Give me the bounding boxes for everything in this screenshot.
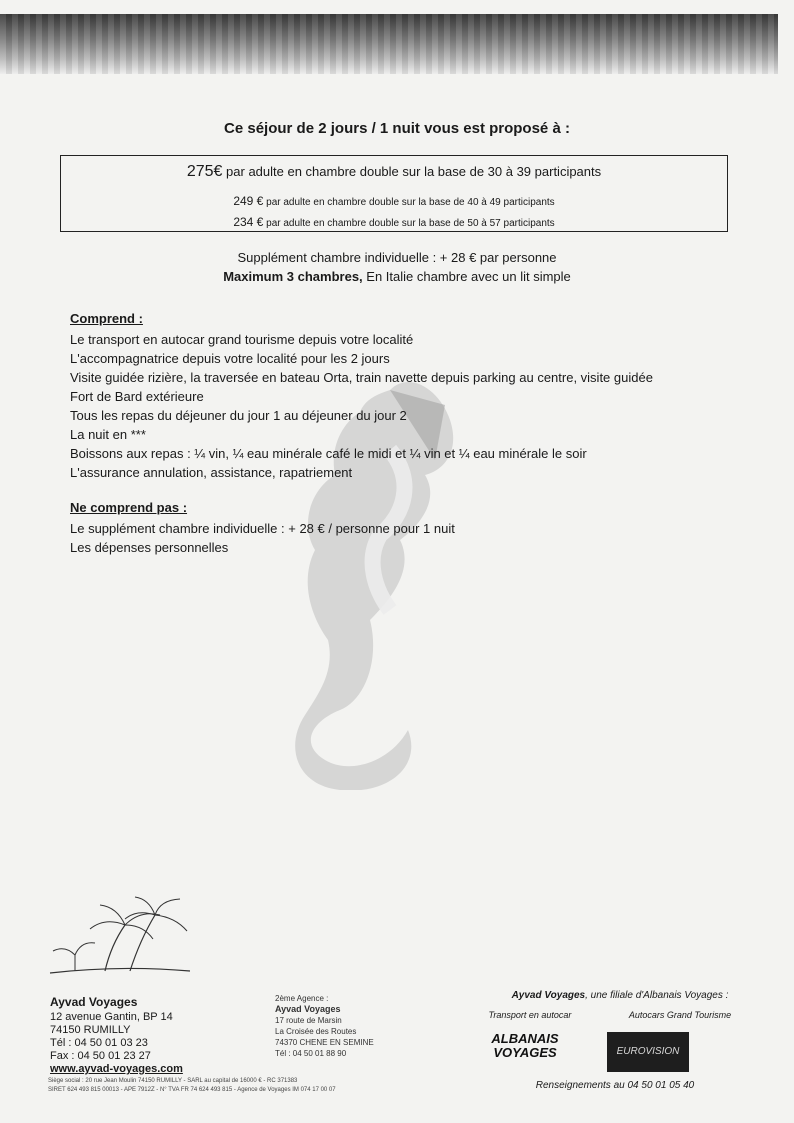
- albanais-voyages-logo: ALBANAIS VOYAGES: [491, 1031, 559, 1060]
- price-amount: 234 €: [233, 215, 264, 229]
- legal-line: SIRET 624 493 815 00013 - APE 7912Z - N° TVA FR 74 624 493 815 - Agence de Voyages IM 074 17 00 07: [48, 1087, 336, 1093]
- list-item: Le supplément chambre individuelle : + 28 € / personne pour 1 nuit: [70, 521, 455, 536]
- subsidiary-block: [455, 990, 775, 1091]
- list-item: L'assurance annulation, assistance, rapatriement: [70, 465, 353, 480]
- website-link[interactable]: www.ayvad-voyages.com: [50, 1063, 183, 1075]
- list-item: Visite guidée rizière, la traversée en bateau Orta, train navette depuis parking au centre, visite guidée: [70, 370, 653, 385]
- subsidiary-note: [465, 990, 775, 1001]
- list-item: Boissons aux repas : ¼ vin, ¼ eau minérale café le midi et ¼ vin et ¼ eau minérale le soir: [70, 446, 587, 461]
- list-item: Les dépenses personnelles: [70, 540, 229, 555]
- max-rooms-bold: Maximum 3 chambres,: [223, 269, 363, 284]
- company-name: Ayvad Voyages: [50, 995, 138, 1009]
- address-line: 74150 RUMILLY: [50, 1024, 131, 1036]
- legal-line: Siège social : 20 rue Jean Moulin 74150 RUMILLY - SARL au capital de 16000 € - RC 371383: [48, 1078, 298, 1084]
- agency-line: 17 route de Marsin: [275, 1016, 342, 1025]
- phone: Tél : 04 50 01 03 23: [50, 1037, 148, 1049]
- scan-header-band: [0, 14, 778, 74]
- agency-line: Tél : 04 50 01 88 90: [275, 1049, 347, 1058]
- list-item: Fort de Bard extérieure: [70, 389, 204, 404]
- transport-label: Transport en autocar: [488, 1010, 572, 1020]
- price-description: par adulte en chambre double sur la base de 50 à 57 participants: [263, 218, 555, 229]
- price-description: par adulte en chambre double sur la base de 40 à 49 participants: [263, 197, 555, 208]
- legal-mentions: [48, 1077, 336, 1095]
- price-box: [60, 155, 728, 232]
- subsidiary-bold: Ayvad Voyages: [511, 990, 586, 1001]
- second-agency: [275, 993, 374, 1059]
- fax: Fax : 04 50 01 23 27: [50, 1050, 151, 1062]
- excludes-list: [70, 519, 455, 557]
- palm-tree-logo-icon: [45, 895, 195, 980]
- price-line-main: [61, 163, 727, 181]
- price-amount: 249 €: [233, 194, 264, 208]
- agency-line: La Croisée des Routes: [275, 1027, 357, 1036]
- list-item: La nuit en ***: [70, 427, 146, 442]
- price-line-2: [61, 194, 727, 208]
- list-item: Tous les repas du déjeuner du jour 1 au déjeuner du jour 2: [70, 408, 407, 423]
- includes-list: [70, 330, 653, 482]
- price-description: par adulte en chambre double sur la base de 30 à 39 participants: [222, 164, 602, 179]
- max-rooms-note: [0, 269, 794, 284]
- price-amount: 275€: [186, 163, 223, 180]
- coaches-label: Autocars Grand Tourisme: [628, 1010, 732, 1020]
- agency-label: 2ème Agence :: [275, 994, 329, 1003]
- address-line: 12 avenue Gantin, BP 14: [50, 1011, 173, 1023]
- includes-title: Comprend :: [70, 311, 143, 326]
- offer-heading: Ce séjour de 2 jours / 1 nuit vous est proposé à :: [224, 120, 570, 137]
- info-phone: Renseignements au 04 50 01 05 40: [535, 1080, 695, 1091]
- subsidiary-rest: , une filiale d'Albanais Voyages :: [585, 990, 729, 1001]
- agency-name: Ayvad Voyages: [275, 1004, 341, 1014]
- eurovision-logo: EUROVISION: [607, 1032, 689, 1072]
- single-room-supplement: Supplément chambre individuelle : + 28 € par personne: [237, 250, 557, 265]
- company-contact: [50, 996, 183, 1076]
- list-item: L'accompagnatrice depuis votre localité pour les 2 jours: [70, 351, 390, 366]
- price-line-3: [61, 215, 727, 229]
- agency-line: 74370 CHENE EN SEMINE: [275, 1038, 374, 1047]
- max-rooms-rest: En Italie chambre avec un lit simple: [362, 269, 571, 284]
- list-item: Le transport en autocar grand tourisme depuis votre localité: [70, 332, 414, 347]
- excludes-title: Ne comprend pas :: [70, 500, 188, 515]
